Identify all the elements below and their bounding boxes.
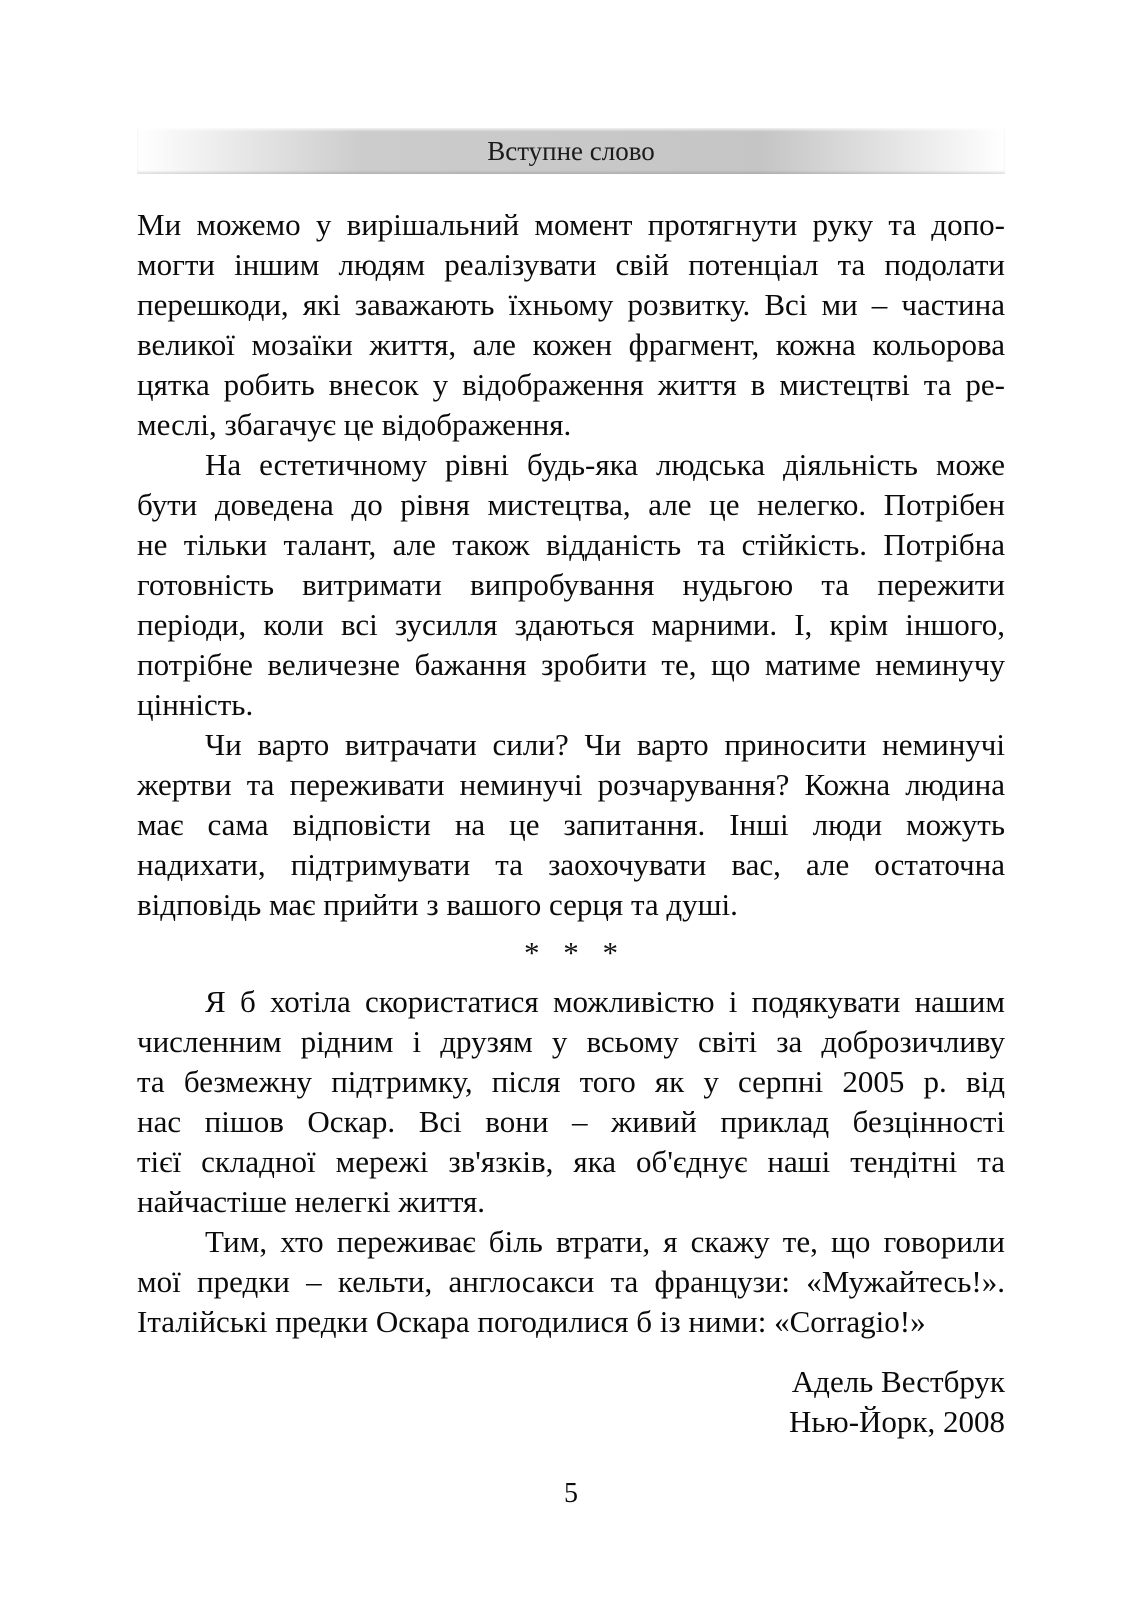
paragraph: [137, 725, 1005, 925]
text-line: надихати, підтримувати та заохочувати вас, але остаточна: [137, 847, 1005, 882]
paragraph: [137, 1222, 1005, 1342]
text-line: жертви та переживати неминучі розчарування? Кожна людина: [137, 767, 1005, 802]
text-line: мої предки – кельти, англосакси та французи: «Мужайтесь!».: [137, 1264, 1005, 1299]
signature-block: [137, 1362, 1005, 1442]
text-line: Я б хотіла скористатися можливістю і подякувати нашим: [205, 984, 1005, 1019]
body-section-1: [137, 205, 1005, 925]
text-line: цятка робить внесок у відображення життя в мистецтві та ре-: [137, 367, 1005, 402]
text-line: бути доведена до рівня мистецтва, але це нелегко. Потрібен: [137, 487, 1005, 522]
text-line: цінність.: [137, 687, 254, 722]
text-line: великої мозаїки життя, але кожен фрагмент, кожна кольорова: [137, 327, 1005, 362]
text-line: могти іншим людям реалізувати свій потенціал та подолати: [137, 247, 1005, 282]
page-content: [137, 0, 1005, 1510]
text-line: не тільки талант, але також відданість та стійкість. Потрібна: [137, 527, 1005, 562]
text-line: періоди, коли всі зусилля здаються марними. І, крім іншого,: [137, 607, 1005, 642]
text-line: потрібне величезне бажання зробити те, що матиме неминучу: [137, 647, 1005, 682]
paragraph: [137, 445, 1005, 725]
text-line: готовність витримати випробування нудьгою та пережити: [137, 567, 1005, 602]
signature-name: Адель Вестбрук: [791, 1364, 1005, 1399]
text-line: перешкоди, які заважають їхньому розвитку. Всі ми – частина: [137, 287, 1005, 322]
section-header-band: [137, 128, 1005, 174]
text-line: Ми можемо у вирішальний момент протягнути руку та допо-: [137, 207, 1005, 242]
text-line: численним рідним і друзям у всьому світі за доброзичливу: [137, 1024, 1005, 1059]
body-section-2: [137, 982, 1005, 1342]
text-line: На естетичному рівні будь-яка людська діяльність може: [205, 447, 1005, 482]
text-line: Тим, хто переживає біль втрати, я скажу те, що говорили: [205, 1224, 1005, 1259]
text-line: найчастіше нелегкі життя.: [137, 1184, 486, 1219]
text-line: має сама відповісти на це запитання. Інші люди можуть: [137, 807, 1005, 842]
text-line: відповідь має прийти з вашого серця та душі.: [137, 887, 738, 922]
text-line: меслі, збагачує це відображення.: [137, 407, 572, 442]
section-title: Вступне слово: [487, 136, 655, 166]
text-line: тієї складної мережі зв'язків, яка об'єднує наші тендітні та: [137, 1144, 1005, 1179]
text-line: нас пішов Оскар. Всі вони – живий приклад безцінності: [137, 1104, 1005, 1139]
text-line: та безмежну підтримку, після того як у серпні 2005 р. від: [137, 1064, 1005, 1099]
paragraph: [137, 982, 1005, 1222]
asterisk-separator: * * *: [524, 935, 618, 970]
paragraph: [137, 205, 1005, 445]
text-line: Чи варто витрачати сили? Чи варто приносити неминучі: [205, 727, 1005, 762]
signature-place-date: Нью-Йорк, 2008: [789, 1404, 1005, 1439]
page-number: 5: [564, 1478, 578, 1509]
text-line: Італійські предки Оскара погодилися б із ними: «Corragio!»: [137, 1304, 926, 1339]
